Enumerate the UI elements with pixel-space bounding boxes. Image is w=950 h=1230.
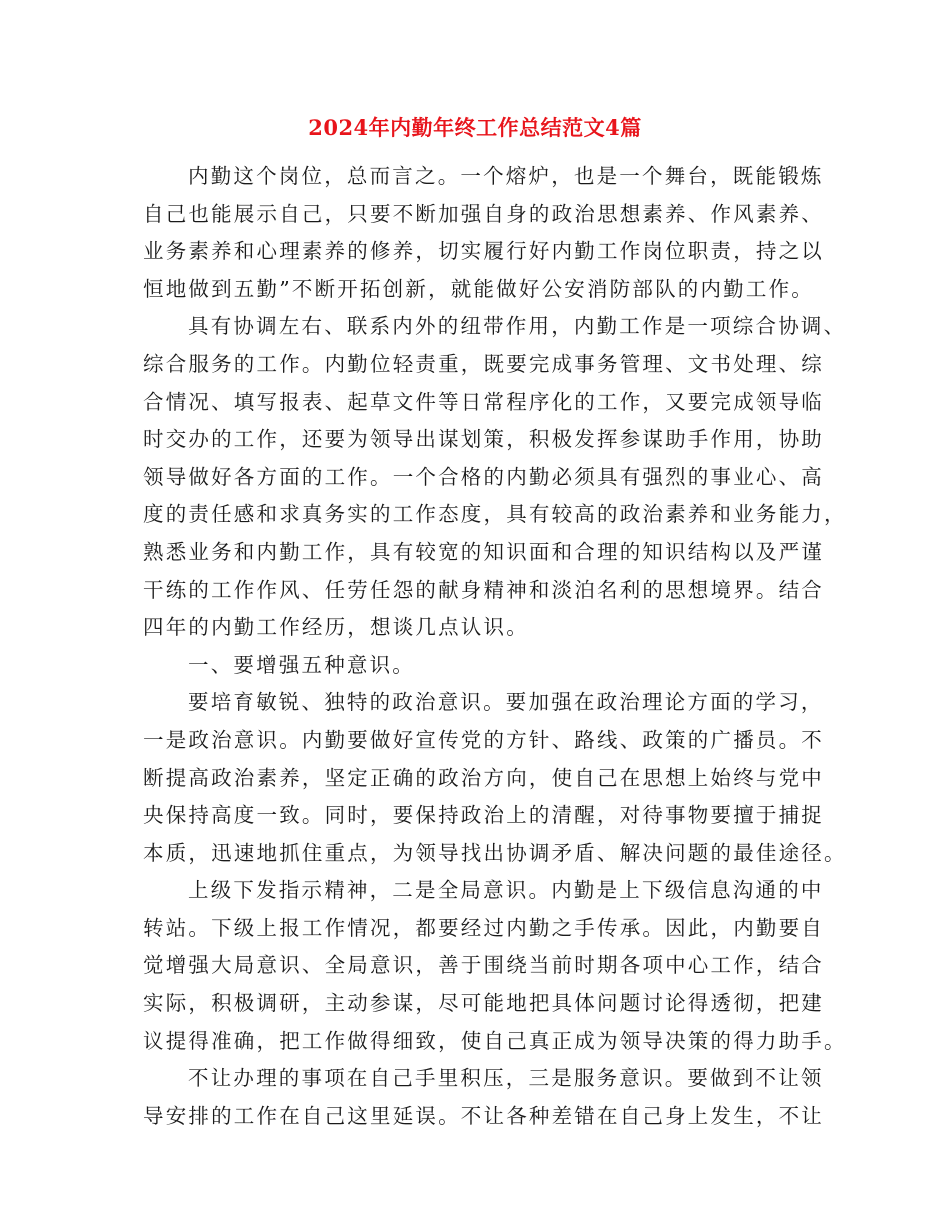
text-line: 一、要增强五种意识。 xyxy=(188,652,415,677)
text-line: 合情况、填写报表、起草文件等日常程序化的工作，又要完成领导临 xyxy=(143,389,824,414)
text-line: 熟悉业务和内勤工作，具有较宽的知识面和合理的知识结构以及严谨 xyxy=(143,539,824,564)
text-line: 领导做好各方面的工作。一个合格的内勤必须具有强烈的事业心、高 xyxy=(143,464,824,489)
text-line: 恒地做到五勤”不断开拓创新，就能做好公安消防部队的内勤工作。 xyxy=(143,276,814,301)
text-line: 实际，积极调研，主动参谋，尽可能地把具体问题讨论得透彻，把建 xyxy=(143,991,824,1016)
text-line: 觉增强大局意识、全局意识，善于围绕当前时期各项中心工作，结合 xyxy=(143,953,824,978)
text-line: 央保持高度一致。同时，要保持政治上的清醒，对待事物要擅于捕捉 xyxy=(143,803,824,828)
text-line: 度的责任感和求真务实的工作态度，具有较高的政治素养和业务能力， xyxy=(143,502,847,527)
text-line: 综合服务的工作。内勤位轻责重，既要完成事务管理、文书处理、综 xyxy=(143,351,824,376)
text-line: 本质，迅速地抓住重点，为领导找出协调矛盾、解决问题的最佳途径。 xyxy=(143,840,847,865)
text-line: 导安排的工作在自己这里延误。不让各种差错在自己身上发生，不让 xyxy=(143,1103,824,1128)
text-line: 断提高政治素养，坚定正确的政治方向，使自己在思想上始终与党中 xyxy=(143,765,824,790)
text-line: 上级下发指示精神，二是全局意识。内勤是上下级信息沟通的中 xyxy=(188,878,824,903)
text-line: 要培育敏锐、独特的政治意识。要加强在政治理论方面的学习， xyxy=(188,690,824,715)
text-line: 内勤这个岗位，总而言之。一个熔炉，也是一个舞台，既能锻炼 xyxy=(188,164,824,188)
text-line: 四年的内勤工作经历，想谈几点认识。 xyxy=(143,615,529,640)
text-line: 业务素养和心理素养的修养，切实履行好内勤工作岗位职责，持之以 xyxy=(143,239,824,264)
text-line: 自己也能展示自己，只要不断加强自身的政治思想素养、作风素养、 xyxy=(143,201,824,226)
text-line: 时交办的工作，还要为领导出谋划策，积极发挥参谋助手作用，协助 xyxy=(143,427,824,452)
text-line: 不让办理的事项在自己手里积压，三是服务意识。要做到不让领 xyxy=(188,1066,824,1091)
document-body xyxy=(143,158,847,1135)
text-line: 干练的工作作风、任劳任怨的献身精神和淡泊名利的思想境界。结合 xyxy=(143,577,824,602)
text-line: 具有协调左右、联系内外的纽带作用，内勤工作是一项综合协调、 xyxy=(188,314,847,339)
text-line: 一是政治意识。内勤要做好宣传党的方针、路线、政策的广播员。不 xyxy=(143,727,824,752)
text-line: 转站。下级上报工作情况，都要经过内勤之手传承。因此，内勤要自 xyxy=(143,915,824,940)
text-line: 议提得准确，把工作做得细致，使自己真正成为领导决策的得力助手。 xyxy=(143,1028,847,1053)
document-title: 2024年内勤年终工作总结范文4篇 xyxy=(308,115,642,140)
